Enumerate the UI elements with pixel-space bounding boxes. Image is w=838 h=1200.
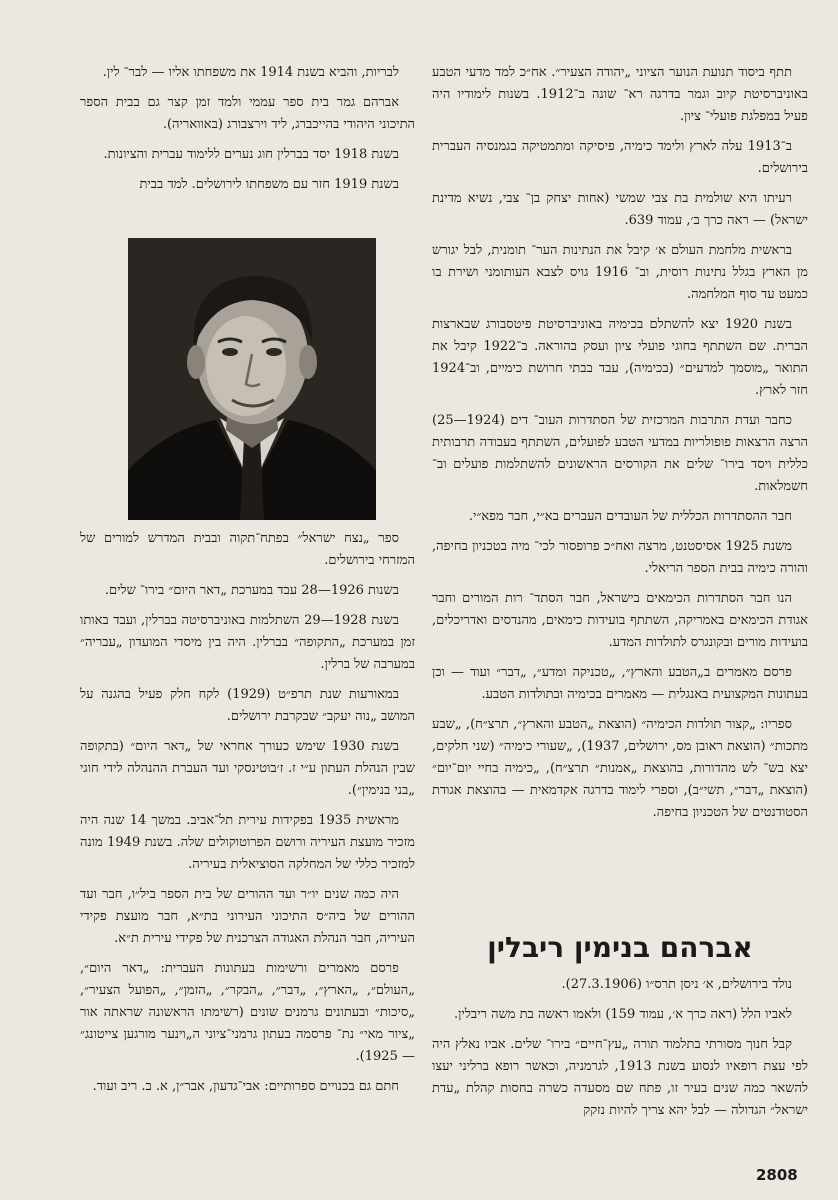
right-column — [432, 62, 808, 832]
paragraph: ספר „נצח ישראל״ בפתח־תקוה ובבית המדרש למורים של המזרחי בירושלים. — [80, 531, 415, 568]
paragraph: בשנת 1918 יסד בברלין חוג נערים ללימוד עברית והציונות. — [103, 147, 399, 162]
right-column-under-heading — [432, 974, 808, 1130]
paragraph: לאביו הלל (ראה כרך א׳, עמוד 159) ולאמו ראשה בת משה ריבלין. — [453, 1007, 792, 1022]
paragraph: בשנת 1928—29 השתלמות באוניברסיטה בברלין, ועבד באותו זמן במערכת „התקופה״ בברלין. היה בין מיסדי המועדון „עבריה״ במערבה של ברלין. — [80, 613, 415, 672]
paragraph: חתם גם בכנויים ספרותיים: אבי־גדעון, אבר״ן, א. ב. ריב ועוד. — [92, 1079, 399, 1094]
paragraph: פרסם מאמרים ורשימות בעתונות העברית: „דאר היום״, „העולם״, „הארץ״, „דבר״, „הבקר״, „הזמן״, „הפועל הצעיר״, „סיכות״ ובעתונים גרמנים שונים (רשימתו הראשונה שראתה אור „ציור מאי״ נת־ פרסמה בעתון גרמני־ציוני ה„וינער מורגען צייטונג״ — 1925). — [80, 961, 415, 1064]
paragraph: בשנת 1920 יצא להשתלם בכימיה באוניברסיטת פיטסבורג שבארצות הברית. שם השתתף בחוגי פועלי ציון ועסק בהוראה. ב־1922 קיבל את התואר „מוסמך למדעים״ (בכימיה), עבד בבתי חרושת כימיים, וב־1924 חזר לארץ. — [432, 317, 808, 398]
portrait-image — [128, 238, 376, 520]
left-column-bottom — [80, 528, 415, 1106]
paragraph: בראשית מלחמת העולם א׳ קיבל את הנתינות הער־ תומנית, לבל יגורש מן הארץ בגלל נתינות רוסית, וב־ 1916 גויס לצבא העותומני ושירת בו כמעט עד סוף המלחמה. — [432, 243, 808, 302]
paragraph: לבריות, והביא בשנת 1914 את משפחתו אליו — לבר־ לין. — [102, 65, 399, 80]
paragraph: כחבר ועדת התרבות המרכזית של הסתדרות העוב־ דים (1924—25) הרצה הרצאות פופולריות במדעי הטבע לפועלים, השתתף בעבודה תרבותית כללית ויסד בירו־ שלים את הקורסים הראשונים להשתלמות פועלים וב־ חשמלאות. — [432, 413, 808, 494]
paragraph: קבל חנוך מסורתי בתלמוד תורה „עץ־חיים״ בירו־ שלים. אביו נאלץ היה לפי עצת רופאיו לנסוע בשנת 1913, לגרמניה, וכאשר רופא ברליני יעצו להשאר כמה שנים בעיר זו, פתח שם מסעדה כשרה בחסות קהלת „עדת ישראל״ הגדולה — לבל יהא צריך להיות נזקק — [432, 1037, 808, 1118]
left-column-top — [80, 62, 415, 204]
paragraph: פרסם מאמרים ב„הטבע והארץ״, „טכניקה ומדע״, „דבר״ ועוד — וכן בעתונות המקצועית באנגלית — מאמרים בכימיה ובתולדות הטבע. — [432, 665, 808, 702]
paragraph: משנת 1925 אסיסטנט, מרצה ואח״כ פרופסור לכי־ מיה בטכניון בחיפה, והורה כימיה בבית הספר הריאלי. — [432, 539, 808, 576]
paragraph: ב־1913 עלה לארץ ולימד כימיה, פיסיקה ומתמטיקה בגמנסיה העברית בירושלים. — [432, 139, 808, 176]
paragraph: הנו חבר הסתדרות הכימאים בישראל, חבר הסתד־ רות המורים וחבר אגודת הכימאים באמריקה, השתתף בועידות כימאים, מהנדסים ואדריכלים, בועידות מורים ובקונגרס לתולדות המדע. — [432, 591, 808, 650]
paragraph: נולד בירושלים, א׳ ניסן תרס״ו (27.3.1906). — [561, 977, 792, 992]
paragraph: בשנות 1926—28 עבד במערכת „דאר היום״ בירו־ שלים. — [104, 583, 399, 598]
paragraph: במאורעות שנת תרפ״ט (1929) לקח חלק פעיל בהגנה על המושב „נוה יעקב״ שבקרבת ירושלים. — [80, 687, 415, 724]
page-number: 2808 — [756, 1166, 798, 1184]
paragraph: מראשית 1935 בפקידות עירית תל־אביב. במשך 14 שנה היה מזכיר מועצת העיריה ורושם הפרוטוקולים שלה. בשנת 1949 מונה למזכיר כללי של המחלקה הסוציאלית בעיריה. — [80, 813, 415, 872]
paragraph: ספריו: „קצור תולדות הכימיה״ (הוצאת „הטבע והארץ״, תרצ״ח), „שבע מתכות״ (הוצאת ראובן מס, ירושלים, 1937), „שעורי כימיה״ (שני חלקים, יצא בש־ לש מהדורות, בהוצאת „אמנות״ תרצ״ח), „כימיה בחיי יום־יום״ (הוצאת „דבר״, תשי״ב), וספרי לימוד בדרגה אקדמאית — בהוצאת אגודת הסטודנטים של הטכניון בחיפה. — [432, 717, 808, 820]
paragraph: בשנת 1930 שימש כעורך אחראי של „דאר היום״ (בתקופה שבין הנהלת העתון ע״י ז. ז׳בוטינסקי ועד העברת ההנהלה לידי חוגי „בני בנימין״). — [80, 739, 415, 798]
paragraph: תתף ביסוד תנועת הנוער הציוני „יהודה הצעיר״. אח״כ למד מדעי הטבע באוניברסיטת קיוב וגמר בדרגה רא־ שונה ב־1912. בשנות לימודיו היה פעיל במפלגת פועלי־ ציון. — [432, 65, 808, 124]
paragraph: חבר ההסתדרות הכללית של העובדים העברים בא״י, חבר מפא״י. — [468, 509, 792, 524]
paragraph: רעיתו היא שולמית בת צבי שמשי (אחות יצחק בן־ צבי, נשיא מדינת ישראל) — ראה כרך ב׳, עמוד 639. — [432, 191, 808, 228]
paragraph: היה כמה שנים יו״ר ועד ההורים של בית הספר ביל״ו, חבר ועד ההורים של ביה״ס התיכוני העירוני בת״א, חבר מועצת פקידי העיריה, חבר הנהלת האגודה הצרכנית של פקידי עירית ת״א. — [80, 887, 415, 946]
entry-heading: אברהם בנימין ריבלין — [487, 931, 753, 964]
paragraph: אברהם גמר בית ספר עממי ולמד זמן קצר גם בבית הספר התיכוני היהודי בהייכברג, ליד וירצבורג (באוואריה). — [80, 95, 415, 132]
portrait-photo — [128, 238, 376, 520]
paragraph: בשנת 1919 חזר עם משפחתו לירושלים. למד בבית — [139, 177, 399, 192]
